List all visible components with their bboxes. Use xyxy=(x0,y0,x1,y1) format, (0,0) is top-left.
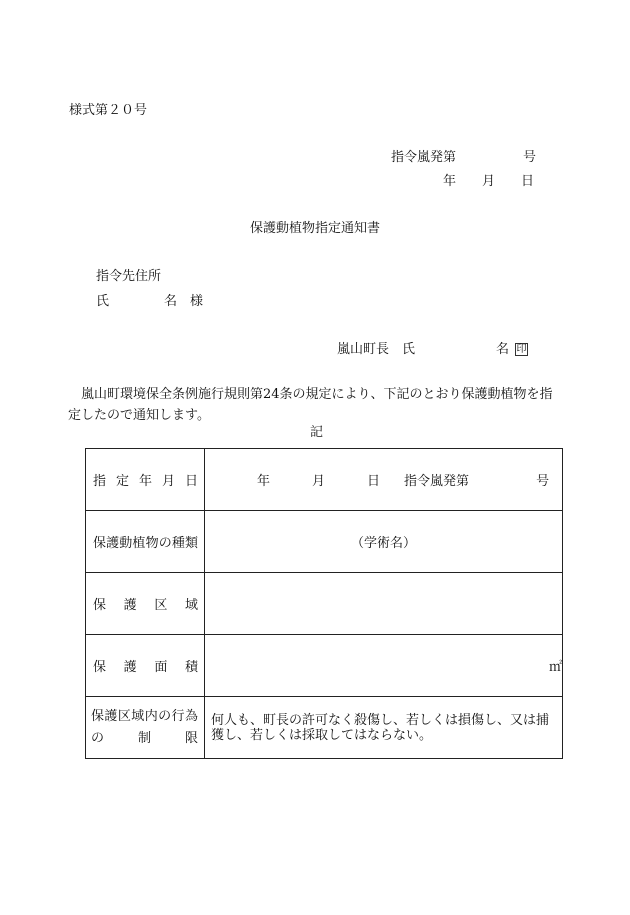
label-char: 日 xyxy=(184,474,198,489)
label-char: 行 xyxy=(171,708,185,724)
label-designation-date xyxy=(86,449,205,511)
designation-ref-prefix: 指令嵐発第 xyxy=(404,474,470,489)
table-row xyxy=(86,449,563,511)
label-activity-restriction xyxy=(86,697,205,759)
species-field: （学術名） xyxy=(205,511,563,573)
label-char: 保 xyxy=(93,598,107,613)
table-row xyxy=(86,697,563,759)
restriction-text: 何人も、町長の許可なく殺傷し、若しくは損傷し、又は捕獲し、若しくは採取してはならない。 xyxy=(211,712,550,743)
ki-label: 記 xyxy=(310,425,324,440)
recipient-name-line xyxy=(96,295,203,308)
designation-date-field xyxy=(205,449,563,511)
label-char: 物 xyxy=(145,536,159,551)
designation-year: 年 xyxy=(257,474,271,489)
label-char: 内 xyxy=(144,708,158,724)
issue-date xyxy=(443,175,534,188)
label-char: 定 xyxy=(115,474,129,489)
restriction-field xyxy=(205,697,563,759)
label-char: 種 xyxy=(171,536,185,551)
designation-day: 日 xyxy=(367,474,381,489)
label-char: 区 xyxy=(117,708,131,724)
label-protected-area xyxy=(86,573,205,635)
label-char: 護 xyxy=(123,660,137,675)
label-char: 限 xyxy=(184,730,198,746)
label-char: の xyxy=(158,536,172,551)
label-char: 区 xyxy=(154,598,168,613)
sender-line xyxy=(337,343,528,356)
label-char: 域 xyxy=(131,708,145,724)
table-row xyxy=(86,635,563,697)
label-char: 面 xyxy=(154,660,168,675)
reference-prefix: 指令嵐発第 xyxy=(391,150,457,165)
table-row xyxy=(86,511,563,573)
label-protected-acreage xyxy=(86,635,205,697)
recipient-address-label: 指令先住所 xyxy=(96,269,162,284)
designation-month: 月 xyxy=(312,474,326,489)
seal-mark: 印 xyxy=(516,344,527,355)
label-char: 類 xyxy=(184,536,198,551)
acreage-field xyxy=(205,635,563,697)
record-table xyxy=(85,448,563,759)
label-char: 護 xyxy=(104,708,118,724)
recipient-honorific: 様 xyxy=(190,294,204,309)
document-title: 保護動植物指定通知書 xyxy=(250,221,381,236)
label-char: 制 xyxy=(137,730,151,746)
label-char: 年 xyxy=(138,474,152,489)
recipient-name-char-2: 名 xyxy=(164,294,178,309)
label-char: 護 xyxy=(123,598,137,613)
square-meter-unit: ㎡ xyxy=(548,660,562,675)
issue-date-day: 日 xyxy=(521,174,535,189)
label-char: 保 xyxy=(93,536,107,551)
label-char: 護 xyxy=(106,536,120,551)
label-char: 植 xyxy=(132,536,146,551)
form-number: 様式第２０号 xyxy=(69,103,148,118)
protected-area-field xyxy=(205,573,563,635)
label-char: 域 xyxy=(184,598,198,613)
issue-date-year: 年 xyxy=(443,174,457,189)
label-char: 月 xyxy=(161,474,175,489)
label-char: の xyxy=(158,708,172,724)
label-species xyxy=(86,511,205,573)
issue-date-month: 月 xyxy=(482,174,496,189)
sender-name-char-2: 名 xyxy=(496,342,510,357)
body-text: 嵐山町環境保全条例施行規則第24条の規定により、下記のとおり保護動植物を指定したので通知します。 xyxy=(68,387,553,423)
label-char: 為 xyxy=(184,708,198,724)
reference-suffix: 号 xyxy=(523,150,537,165)
recipient-name-char-1: 氏 xyxy=(96,294,110,309)
sender-name-char-1: 氏 xyxy=(402,342,416,357)
label-char: 動 xyxy=(119,536,133,551)
designation-ref-suffix: 号 xyxy=(536,474,550,489)
label-char: の xyxy=(91,730,105,746)
label-char: 積 xyxy=(184,660,198,675)
label-char: 保 xyxy=(93,660,107,675)
label-char: 指 xyxy=(93,474,107,489)
sender-office: 嵐山町長 xyxy=(337,342,390,357)
table-row xyxy=(86,573,563,635)
label-char: 保 xyxy=(91,708,105,724)
reference-number xyxy=(391,151,536,164)
